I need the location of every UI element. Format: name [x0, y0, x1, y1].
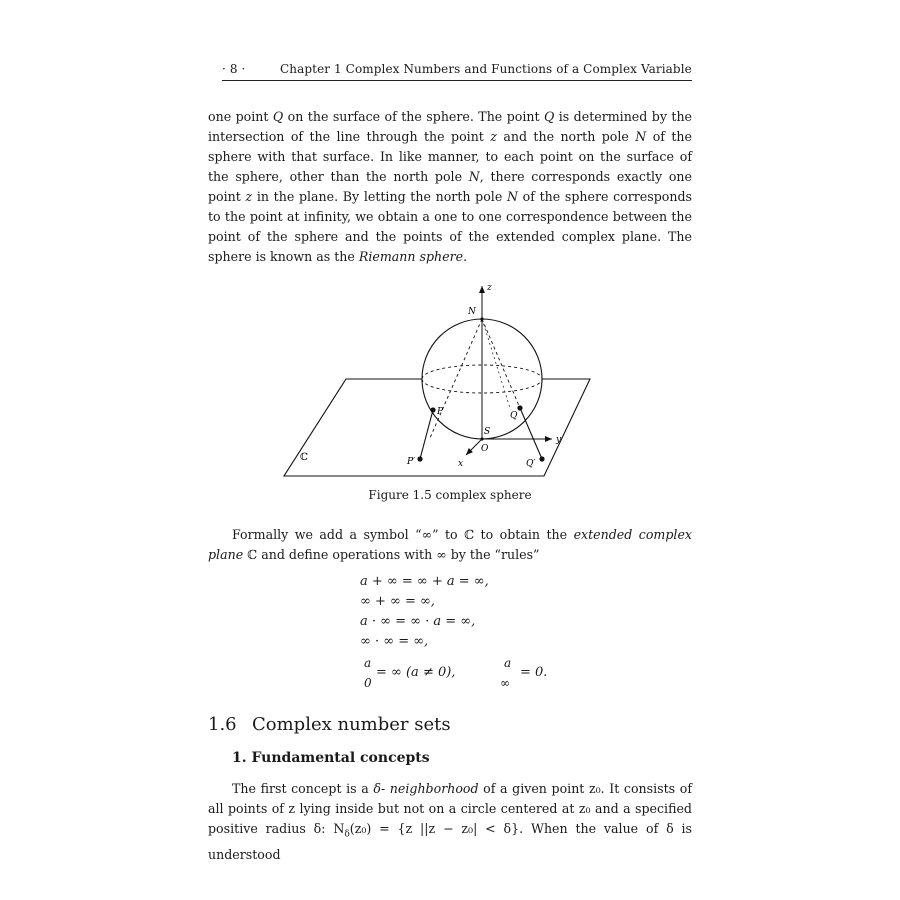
fraction-1-numerator: a — [364, 656, 372, 670]
math-N: N — [506, 189, 518, 204]
math-Q: Q — [272, 109, 284, 124]
text: and the north pole — [496, 129, 636, 144]
equation-1: a + ∞ = ∞ + a = ∞, — [360, 574, 489, 589]
running-header — [222, 62, 692, 80]
text: (z₀) = {z ||z − z₀| < δ}. When the value of δ is understood — [208, 821, 692, 862]
text: of the sphere with that surface. In like manner, to each point on the surface of the sphere, other than the north pole — [208, 129, 692, 184]
label-P: P — [437, 407, 444, 417]
text: The first concept is a — [232, 781, 374, 796]
label-y: y — [556, 435, 562, 445]
term-delta-neighborhood: δ- neighborhood — [373, 781, 479, 796]
term-extended-complex-plane: extended complex plane — [208, 527, 693, 562]
label-Q: Q — [510, 411, 518, 421]
point-Q — [517, 405, 522, 410]
subscript-delta: δ — [344, 829, 350, 840]
book-page — [208, 0, 692, 900]
equation-3: a · ∞ = ∞ · a = ∞, — [360, 614, 476, 629]
paragraph-extended-plane — [208, 525, 692, 565]
point-Q-prime — [539, 456, 544, 461]
label-N: N — [468, 307, 476, 317]
term-riemann-sphere: Riemann sphere — [358, 249, 464, 264]
label-z: z — [487, 283, 492, 293]
section-title: Complex number sets — [252, 714, 451, 735]
text: one point — [208, 109, 273, 124]
point-P — [430, 407, 435, 412]
equation-2: ∞ + ∞ = ∞, — [360, 594, 435, 609]
fraction-2-denominator: ∞ — [500, 676, 510, 690]
fraction-2-rest: = 0. — [520, 665, 548, 680]
fraction-1-rest: = ∞ (a ≠ 0), — [376, 665, 456, 680]
paragraph-neighborhood — [208, 779, 692, 865]
math-Q: Q — [543, 109, 555, 124]
equation-4: ∞ · ∞ = ∞, — [360, 634, 429, 649]
page-number: · 8 · — [222, 62, 246, 76]
point-N — [480, 317, 483, 320]
figure-complex-sphere — [208, 276, 692, 486]
header-rule — [222, 80, 692, 81]
point-P-prime — [417, 456, 422, 461]
text: . — [463, 249, 468, 264]
label-S: S — [484, 427, 491, 437]
math-z: z — [490, 129, 497, 144]
text: ℂ and define operations with ∞ by the “rules” — [243, 547, 540, 562]
text: , there corresponds exactly one point — [208, 169, 692, 204]
point-S — [480, 437, 483, 440]
label-x: x — [458, 459, 464, 469]
paragraph-riemann-sphere — [208, 107, 692, 267]
section-heading — [208, 714, 451, 735]
label-P-prime: P′ — [407, 457, 416, 467]
text: is determined by the intersection of the line through the point — [208, 109, 693, 144]
running-title: Chapter 1 Complex Numbers and Functions of a Complex Variable — [280, 62, 692, 76]
line-Q-Qprime — [520, 408, 542, 459]
math-N: N — [468, 169, 480, 184]
figure-caption: Figure 1.5 complex sphere — [368, 488, 532, 502]
text: Formally we add a symbol “∞” to ℂ to obtain the — [232, 527, 574, 542]
fraction-2-numerator: a — [504, 656, 512, 670]
subsection-heading: 1. Fundamental concepts — [232, 750, 430, 766]
text: of the sphere corresponds to the point at infinity, we obtain a one to one correspondence between the point of the sphere and the points of the extended complex plane. The sphere is known as the — [208, 189, 692, 264]
label-Q-prime: Q′ — [526, 459, 536, 469]
math-N: N — [635, 129, 647, 144]
sphere-diagram — [208, 276, 692, 486]
x-axis — [466, 439, 482, 455]
label-O: O — [481, 444, 489, 454]
text: on the surface of the sphere. The point — [283, 109, 544, 124]
text: of a given point z₀. It consists of all points of z lying inside but not on a circle centered at z₀ and a specified positive radius δ: N — [208, 781, 692, 836]
math-z: z — [245, 189, 253, 204]
section-number: 1.6 — [208, 714, 237, 735]
text: in the plane. By letting the north pole — [252, 189, 507, 204]
label-complex-plane: ℂ — [300, 452, 308, 463]
fraction-1-denominator: 0 — [364, 676, 372, 690]
